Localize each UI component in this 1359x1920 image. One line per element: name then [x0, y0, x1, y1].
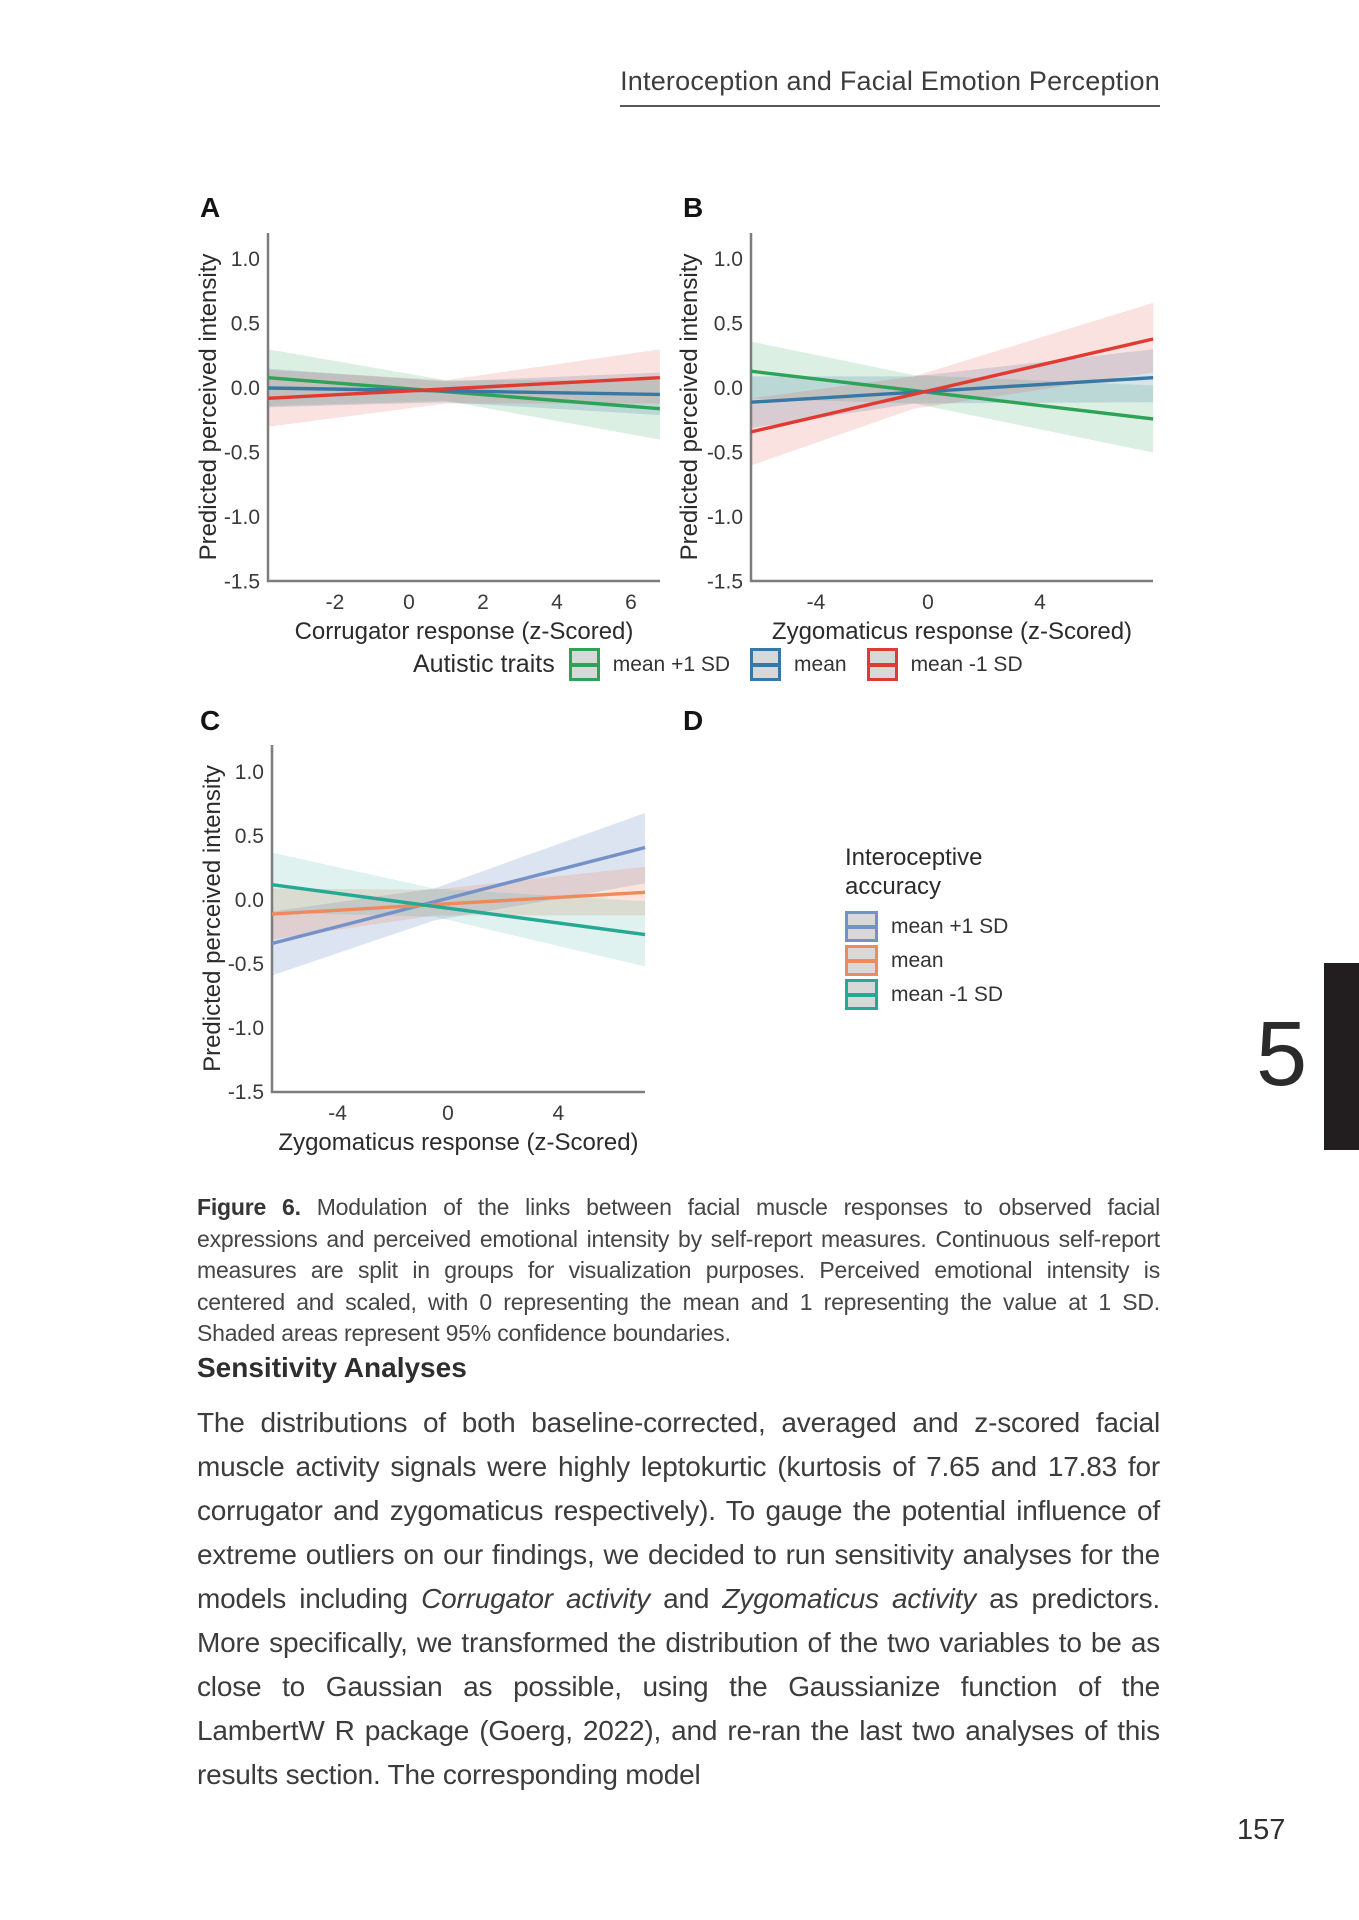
- y-tick-label: 1.0: [230, 248, 260, 271]
- y-tick-label: -1.5: [223, 570, 260, 594]
- panel-label-b: B: [683, 192, 704, 223]
- y-tick-label: 0.0: [234, 889, 264, 912]
- chapter-number: 5: [1256, 1003, 1308, 1105]
- x-axis-label: Corrugator response (z-Scored): [294, 618, 634, 645]
- x-tick-label: 0: [403, 591, 415, 614]
- figure-caption: [197, 1192, 1160, 1350]
- x-axis-label: Zygomaticus response (z-Scored): [771, 618, 1133, 645]
- legend-autistic-traits: [413, 648, 1043, 681]
- legend-key-mean: [845, 945, 878, 976]
- legend-key-line: [571, 663, 598, 667]
- legend-label-mean-minus1sd: mean -1 SD: [910, 652, 1023, 676]
- legend-label-mean-plus1sd: mean +1 SD: [612, 652, 731, 676]
- body-text-segment: and: [650, 1583, 723, 1614]
- panel-label-a: A: [200, 192, 221, 223]
- body-text-italic: Corrugator activity: [421, 1583, 651, 1614]
- y-tick-label: -1.5: [227, 1081, 264, 1104]
- chart-panel-c: [199, 745, 645, 1156]
- x-tick-label: -4: [328, 1102, 347, 1125]
- x-tick-label: -2: [325, 591, 345, 614]
- legend-label-mean: mean: [891, 948, 944, 972]
- y-tick-label: 0.5: [230, 312, 260, 336]
- panel-label-c: C: [200, 705, 221, 736]
- legend-row: [845, 979, 1065, 1010]
- y-tick-label: 0.5: [713, 312, 743, 336]
- y-tick-label: -1.0: [227, 1017, 264, 1040]
- panel-label-d: D: [683, 705, 704, 736]
- x-tick-label: 0: [922, 591, 934, 614]
- y-tick-label: -0.5: [227, 953, 264, 976]
- x-tick-label: 0: [442, 1102, 454, 1125]
- legend-row: [845, 911, 1065, 942]
- legend-interoceptive-accuracy: [845, 843, 1065, 1013]
- x-tick-label: 2: [477, 591, 489, 614]
- legend-key-mean-minus1sd: [867, 648, 898, 681]
- y-tick-label: -0.5: [223, 441, 260, 465]
- y-tick-label: 1.0: [713, 248, 743, 271]
- legend-key-line: [869, 663, 896, 667]
- chart-panel-b: [676, 233, 1153, 645]
- legend-key-line: [752, 663, 779, 667]
- x-tick-label: 4: [1034, 591, 1046, 614]
- legend-key-mean: [750, 648, 781, 681]
- x-tick-label: 4: [552, 1102, 565, 1125]
- legend-autistic-traits-title: Autistic traits: [413, 650, 555, 678]
- section-heading: Sensitivity Analyses: [197, 1352, 467, 1383]
- y-axis-label: Predicted perceived intensity: [199, 765, 226, 1072]
- legend-key-mean-plus1sd: [569, 648, 600, 681]
- y-axis-label: Predicted perceived intensity: [676, 253, 703, 561]
- legend-row: [845, 945, 1065, 976]
- body-text-segment: The distributions of both baseline-corrected, averaged and z-scored facial muscle activity signals were highly leptokurtic (kurtosis of 7.65 and 17.83 for corrugator and zygomaticus respectively). To gauge the potential influence of extreme outliers on our findings, we decided to run sensitivity analyses for the models including: [197, 1407, 1160, 1614]
- body-paragraph: [197, 1401, 1160, 1797]
- legend-key-mean-minus1sd: [845, 979, 878, 1010]
- body-text-italic: Zygomaticus activity: [722, 1583, 977, 1614]
- legend-label-mean-plus1sd: mean +1 SD: [891, 914, 1009, 938]
- y-axis-label: Predicted perceived intensity: [195, 253, 222, 561]
- x-tick-label: -4: [806, 591, 826, 614]
- y-tick-label: 0.0: [713, 377, 743, 400]
- legend-interoceptive-accuracy-title: Interoceptive accuracy: [845, 844, 983, 900]
- body-text-segment: as predictors. More specifically, we transformed the distribution of the two variables to be as close to Gaussian as possible, using the Gaussianize function of the LambertW R package (Goerg, 2022), and re-ran the last two analyses of this results section. The corresponding model: [197, 1583, 1160, 1790]
- legend-key-line: [847, 959, 876, 963]
- y-tick-label: 1.0: [234, 761, 264, 784]
- figure-caption-lead: Figure 6.: [197, 1194, 301, 1220]
- y-tick-label: 0.0: [230, 377, 260, 400]
- running-head-text: Interoception and Facial Emotion Perception: [620, 66, 1160, 107]
- chart-panel-a: [195, 233, 660, 645]
- legend-key-mean-plus1sd: [845, 911, 878, 942]
- x-tick-label: 4: [551, 591, 563, 614]
- y-tick-label: -1.0: [706, 506, 743, 529]
- x-tick-label: 6: [625, 591, 637, 614]
- y-tick-label: 0.5: [234, 825, 264, 848]
- x-axis-label: Zygomaticus response (z-Scored): [278, 1129, 639, 1156]
- legend-label-mean: mean: [794, 652, 847, 676]
- figure-caption-text: Modulation of the links between facial muscle responses to observed facial expressions and perceived emotional intensity by self-report measures. Continuous self-report measures are split in groups for visualization purposes. Perceived emotional intensity is centered and scaled, with 0 representing the mean and 1 representing the value at 1 SD. Shaded areas represent 95% confidence boundaries.: [197, 1194, 1160, 1346]
- page-number: 157: [1237, 1814, 1286, 1846]
- legend-key-line: [847, 993, 876, 997]
- y-tick-label: -1.5: [706, 570, 743, 594]
- legend-key-line: [847, 925, 876, 929]
- chapter-tab: [1324, 963, 1359, 1150]
- y-tick-label: -0.5: [706, 441, 743, 465]
- y-tick-label: -1.0: [223, 506, 260, 529]
- legend-label-mean-minus1sd: mean -1 SD: [891, 982, 1004, 1006]
